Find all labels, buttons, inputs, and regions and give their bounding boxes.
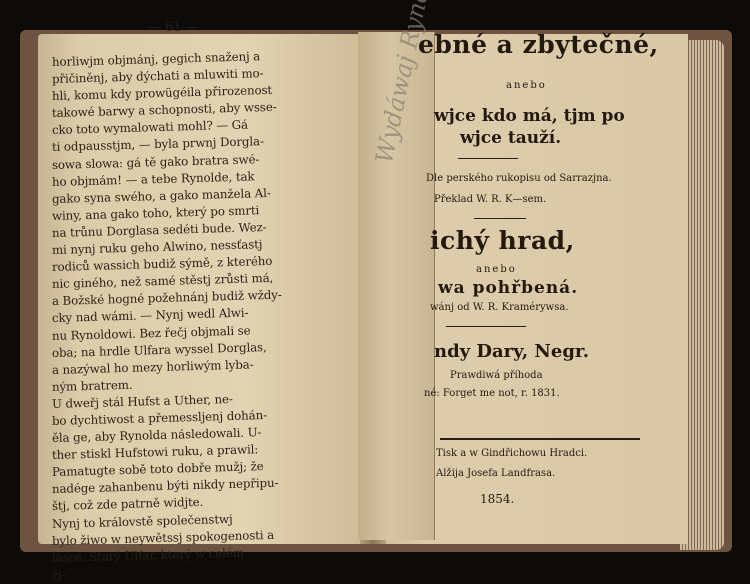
page-number: — 61 — — [148, 20, 199, 35]
text-line: Pamatugte sobě toto dobře mužj; že — [51, 459, 264, 480]
title-3: ndy Dary, Negr. — [434, 341, 590, 362]
text-line: takowé barwy a schopnosti, aby wsse- — [51, 100, 277, 121]
title-2: ichý hrad, — [430, 226, 575, 255]
rule-1 — [458, 158, 518, 159]
text-line: lásce. Starý Ulfar, který w celém — [51, 545, 244, 565]
text-line: nu Rynoldowi. Bez řečj objmali se — [51, 322, 251, 343]
left-page-text — [51, 49, 348, 584]
text-line: rodiců wassich budiž sýmě, z kterého — [51, 253, 273, 275]
text-line: a Božské hogné požehnánj budiž wždy- — [51, 287, 282, 309]
rule-3 — [446, 326, 526, 327]
anebo-2: anebo — [476, 264, 517, 275]
imprint-1: Tisk a w Gindřichowu Hradci. — [436, 448, 588, 459]
subtitle-4: Prawdiwá příhoda — [450, 370, 543, 381]
text-line: U dweřj stál Hufst a Uther, ne- — [51, 391, 233, 411]
text-line: bo dychtiwost a přemessljenj dohán- — [51, 407, 268, 428]
text-line: a nazýwal ho mezy horliwým lyba- — [51, 357, 254, 377]
text-line: cky nad wámi. — Nynj wedl Alwi- — [51, 305, 249, 326]
text-line: ther stiskl Hufstowi ruku, a prawil: — [51, 442, 259, 463]
text-line: štj, což zde patrně widjte. — [51, 495, 204, 514]
text-line: bylo žiwo w neywětssj spokogenosti a — [51, 527, 275, 548]
text-line: ho objmám! — a tebe Rynolde, tak — [51, 169, 255, 189]
text-line: cko toto wymalowati mohl? — Gá — [51, 117, 249, 138]
source-2: wánj od W. R. Kramérywsa. — [430, 302, 569, 313]
text-line: ti odpausstjm, — byla prwnj Dorgla- — [51, 134, 265, 155]
subtitle-2: wjce tauží. — [460, 128, 562, 148]
source-1: Dle perského rukopisu od Sarrazjna. — [426, 173, 612, 184]
text-line: mi nynj ruku geho Alwino, nessťastj — [51, 237, 263, 258]
pencil-note: Wydáwaj Rynolde — [370, 0, 443, 166]
text-line: gako syna swého, a gako manžela Al- — [51, 185, 271, 206]
text-line: oba; na hrdle Ulfara wyssel Dorglas, — [51, 339, 267, 360]
anebo-1: anebo — [506, 80, 547, 91]
rule-2 — [474, 218, 526, 219]
text-line: Nynj to královstě společenstwj — [51, 511, 233, 531]
text-line: sowa slowa: gá tě gako bratra swé- — [51, 151, 260, 172]
text-line: přičiněnj, aby dýchati a mluwiti mo- — [51, 66, 264, 87]
year: 1854. — [480, 492, 515, 506]
subtitle-1: wjce kdo má, tjm po — [434, 106, 625, 126]
rule-4 — [440, 438, 640, 440]
text-line: nic giného, než samé stěstj zrůsti má, — [51, 271, 274, 292]
subtitle-3: wa pohřbená. — [438, 278, 579, 298]
text-line: winy, ana gako toho, který po smrti — [51, 203, 260, 223]
text-line: ným bratrem. — [51, 377, 133, 394]
imprint-2: Alžija Josefa Landfrasa. — [436, 468, 556, 479]
source-3: né: Forget me not, r. 1831. — [424, 388, 560, 399]
text-line: hli, komu kdy prowügéila přirozenost — [51, 83, 273, 104]
text-line: horliwjm objmánj, gegich snaženj a — [51, 49, 261, 69]
text-line: na trůnu Dorglasa sedéti bude. Wez- — [51, 219, 267, 240]
text-line: nadége zahanbenu býti nikdy nepřipu- — [51, 476, 279, 497]
title-1: ebné a zbytečné, — [418, 30, 659, 59]
text-line: ěla ge, aby Rynolda následowali. U- — [51, 425, 262, 446]
text-line: žj- — [51, 567, 66, 582]
translator-1: Překlad W. R. K—sem. — [434, 194, 547, 205]
